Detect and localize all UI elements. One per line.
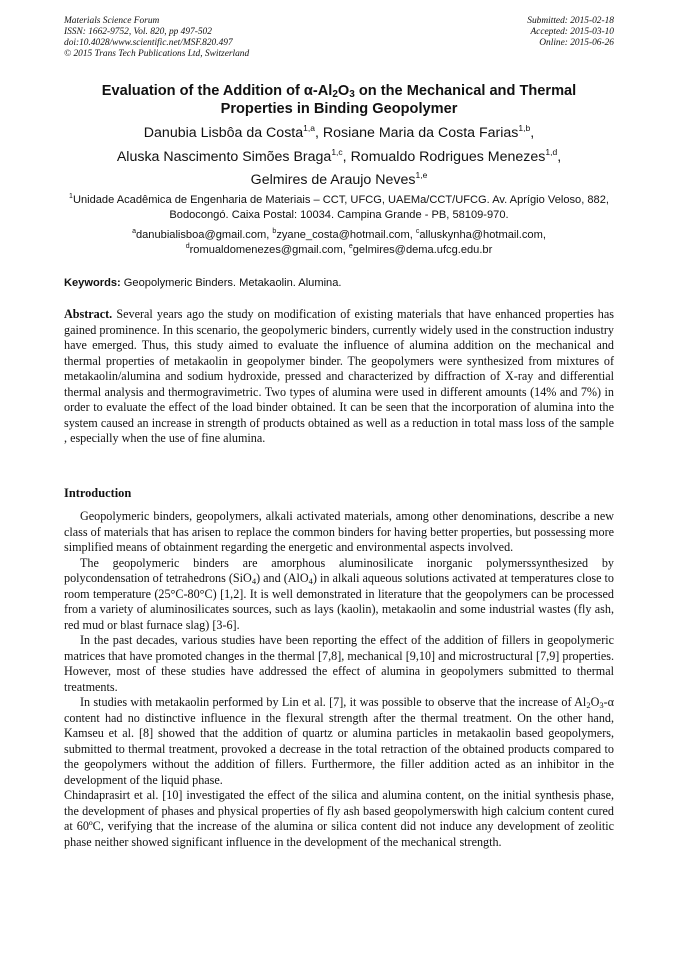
author-name: Rosiane Maria da Costa Farias: [322, 125, 519, 141]
paragraph: Geopolymeric binders, geopolymers, alkali activated materials, among other denominations, describe a new class of materials that has arisen to replace the common binders for having better properties, but possessing more simplified means of obtainment regarding the energetic and environmental aspects involved.: [64, 509, 614, 554]
online-date: Online: 2015-06-26: [539, 38, 614, 48]
abstract-label: Abstract.: [64, 307, 113, 321]
author-name: Romualdo Rodrigues Menezes: [350, 148, 546, 165]
paragraph: The geopolymeric binders are amorphous aluminosilicate inorganic polymerssynthesized by polycondensation of tetrahedrons (SiO$_4$) and (AlO$_4$) in alkali aqueous solutions activated at temperatures close to room temperature (25°C-80°C) [1,2]. It is well demonstrated in literature that the geopolymers can be processed from a variety of aluminosilicates sources, such as lays (kaolin), metakaolin and some industrial wastes (fly ash, red mud or blast furnace slag) [3-6].: [64, 555, 615, 632]
accepted-date: Accepted: 2015-03-10: [530, 27, 614, 37]
submission-dates: [527, 16, 614, 49]
author-name: Aluska Nascimento Simões Braga: [116, 148, 332, 165]
paragraph: Chindaprasirt et al. [10] investigated the effect of the silica and alumina content, on the initial synthesis phase, the development of phases and physical properties of fly ash based geopolymerswith high calcium content cured at 60ºC, verifying that the increase of the alumina or silica content did not induce any development of zeolitic phase neither showed significant influence in the development of the mechanical strength.: [64, 788, 614, 849]
paragraph: In studies with metakaolin performed by Lin et al. [7], it was possible to observe that the increase of $Al_2O_3-\alpha$ content had no distinctive influence in the flexural strength after the thermal treatment. On the other hand, Kamseu et al. [8] showed that the addition of quartz or alumina particles in metakaolin based geopolymers, submitted to thermal treatment, provoked a decrease in the total retraction of the obtained products compared to the geopolymers without the addition of fillers. Furthermore, the filler addition acted as an inhibitor in the development of the liquid phase.: [64, 695, 614, 787]
introduction-body: [64, 509, 614, 850]
abstract: [64, 307, 614, 447]
keywords-text: Geopolymeric Binders. Metakaolin. Alumina.: [120, 277, 342, 289]
affiliation: $^1$Unidade Acadêmica de Engenharia de Materiais – CCT, UFCG, UAEMa/CCT/UFCG. Av. Aprígio Veloso, 882, Bodocongó. Caixa Postal: 10034. Campina Grande - PB, 58109-970.: [69, 193, 609, 221]
abstract-text: Several years ago the study on modification of existing materials that have enhanced properties has gained prominence. In this scenario, the geopolymeric binders, currently widely used in the construction industry have emerged. Thus, this study aimed to evaluate the influence of alumina addition on the mechanical and thermal properties of metakaolin in geopolymer binder. The geopolymers were synthesized from mixtures of metakaolin/alumina and sodium hydroxide, pressed and characterized by diffraction of X-ray and differential thermal analysis and thermogravimetric. Two types of alumina were used in different amounts (14% and 7%) in order to evaluate the effect of the load binder obtained. It can be seen that the incorporation of alumina into the system caused an increase in strength of products obtained as well as a reduction in total mass loss of the sample , especially when the use of fine alumina.: [64, 307, 614, 445]
email-link[interactable]: romualdomenezes@gmail.com: [189, 244, 343, 256]
keywords-label: Keywords:: [64, 277, 121, 289]
author-list: Danubia Lisbôa da Costa$^{1,a}$, Rosiane Maria da Costa Farias$^{1,b}$, Aluska Nascimento Simões Braga$^{1,c}$, Romualdo Rodrigues Menezes$^{1,d}$, Gelmires de Araujo Neves$^{1,e}$: [116, 123, 562, 188]
journal-name: Materials Science Forum: [64, 16, 160, 26]
journal-issn: ISSN: 1662-9752, Vol. 820, pp 497-502: [64, 27, 212, 37]
keywords: [64, 276, 614, 291]
journal-copyright: © 2015 Trans Tech Publications Ltd, Switzerland: [64, 49, 250, 59]
author-emails: $^a$danubialisboa@gmail.com, $^b$zyane_costa@hotmail.com, $^c$alluskynha@hotmail.com, $^d$romualdomenezes@gmail.com, $^e$gelmires@dema.ufcg.edu.br: [132, 228, 546, 256]
email-link[interactable]: gelmires@dema.ufcg.edu.br: [352, 244, 493, 256]
email-link[interactable]: alluskynha@hotmail.com: [419, 229, 543, 241]
submitted-date: Submitted: 2015-02-18: [527, 16, 614, 26]
journal-doi: doi:10.4028/www.scientific.net/MSF.820.497: [64, 38, 233, 48]
paragraph: In the past decades, various studies have been reporting the effect of the addition of fillers in geopolymeric matrices that have promoted changes in the thermal [7,8], mechanical [9,10] and microstructural [7,9] properties. However, most of these studies have addressed the effect of alumina in geopolymers submitted to thermal treatments.: [64, 633, 614, 694]
paper-title: Evaluation of the Addition of $\alpha-Al_2O_3$ on the Mechanical and Thermal Properties in Binding Geopolymer: [101, 83, 577, 117]
section-heading-introduction: Introduction: [64, 486, 132, 500]
email-link[interactable]: zyane_costa@hotmail.com: [276, 229, 410, 241]
email-link[interactable]: danubialisboa@gmail.com: [135, 229, 267, 241]
author-name: Danubia Lisbôa da Costa: [143, 125, 304, 141]
author-name: Gelmires de Araujo Neves: [250, 172, 416, 188]
journal-info: [64, 16, 249, 60]
